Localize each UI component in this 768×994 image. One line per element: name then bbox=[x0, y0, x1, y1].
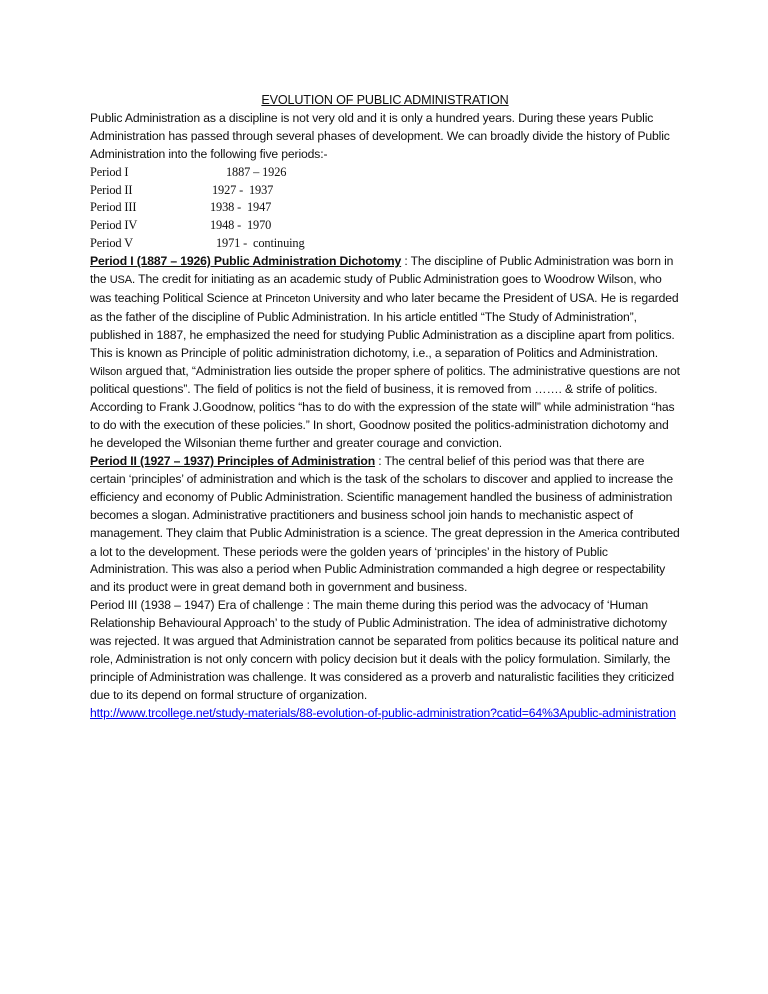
period-row bbox=[90, 235, 680, 253]
section-text: . The credit for initiating as an academic study of Public Administration goes to Woodrow Wilson, who was teaching Political Science at bbox=[90, 271, 662, 305]
place-name: USA bbox=[109, 273, 132, 286]
section-text: : The central belief of this period was that there are certain ‘principles’ of administration and which is the task of the scholars to discover and applied to increase the efficiency and economy of Public Administration. Scientific management handled the business of administration becomes a slogan. Administrative practitioners and business school join hands to mechanistic aspect of management. They claim that Public Administration is a science. The great depression in the bbox=[90, 454, 674, 540]
period-range: 1927 - 1937 bbox=[212, 182, 274, 197]
period-row bbox=[90, 217, 680, 235]
goodnow-paragraph: According to Frank J.Goodnow, politics “has to do with the expression of the state will” while administration “has to do with the execution of these policies.” In short, Goodnow posited the politics-administration dichotomy and he developed the Wilsonian theme further and greater courage and conviction. bbox=[90, 400, 675, 451]
place-name: America bbox=[578, 527, 618, 540]
section-heading-period-2: Period II (1927 – 1937) Principles of Administration bbox=[90, 454, 376, 469]
period-row bbox=[90, 199, 680, 217]
section-period-1 bbox=[90, 253, 680, 399]
section-text: argued that, “Administration lies outside the proper sphere of politics. The administrative questions are not political questions”. The field of politics is not the field of business, it is removed from ……. & strife of politics. bbox=[90, 363, 680, 397]
period-row bbox=[90, 182, 680, 200]
place-name: Princeton University bbox=[265, 292, 360, 305]
section-text: : The discipline of Public Administration was born in the bbox=[90, 254, 674, 286]
section-text: contributed a lot to the development. These periods were the golden years of ‘principles’ in the history of Public Administration. This was also a period when Public Administration commanded a high degree or respectability and its product were in great demand both in government and business. bbox=[90, 525, 680, 595]
document-body bbox=[90, 92, 680, 723]
section-period-3: Period III (1938 – 1947) Era of challenge : The main theme during this period was the advocacy of ‘Human Relationship Behavioural Approach’ to the study of Public Administration. The idea of administrative dichotomy was rejected. It was argued that Administration cannot be separated from politics because its political nature and role, Administration is not only concern with policy decision but it deals with the policy formulation. Similarly, the principle of Administration was challenge. It was considered as a proverb and naturalistic facilities they criticized due to its depend on formal structure of organization. bbox=[90, 598, 679, 702]
period-row bbox=[90, 164, 680, 182]
section-text: and who later became the President of USA. He is regarded as the father of the discipline of Public Administration. In his article entitled “The Study of Administration”, published in 1887, he emphasized the need for studying Public Administration as a discipline apart from politics. This is known as Principle of politic administration dichotomy, i.e., a separation of Politics and Administration. bbox=[90, 290, 679, 360]
period-name: Period V bbox=[90, 236, 133, 251]
period-range: 1971 - continuing bbox=[216, 236, 305, 251]
intro-paragraph: Public Administration as a discipline is not very old and it is only a hundred years. During these years Public Administration has passed through several phases of development. We can broadly divide the history of Public Administration into the following five periods:- bbox=[90, 110, 670, 161]
section-period-2 bbox=[90, 453, 680, 597]
period-range: 1938 - 1947 bbox=[210, 200, 272, 215]
source-link-paragraph bbox=[90, 705, 680, 723]
period-range: 1887 – 1926 bbox=[226, 164, 287, 179]
period-name: Period I bbox=[90, 164, 129, 179]
period-name: Period IV bbox=[90, 218, 138, 233]
person-name: Wilson bbox=[90, 365, 123, 378]
source-link[interactable]: http://www.trcollege.net/study-materials/88-evolution-of-public-administration?catid=64%3Apublic-administration bbox=[90, 705, 676, 720]
period-name: Period II bbox=[90, 182, 133, 197]
periods-list bbox=[90, 164, 680, 253]
period-range: 1948 - 1970 bbox=[210, 218, 272, 233]
section-heading-period-1: Period I (1887 – 1926) Public Administration Dichotomy bbox=[90, 254, 402, 269]
period-name: Period III bbox=[90, 200, 137, 215]
document-title: EVOLUTION OF PUBLIC ADMINISTRATION bbox=[261, 93, 509, 107]
